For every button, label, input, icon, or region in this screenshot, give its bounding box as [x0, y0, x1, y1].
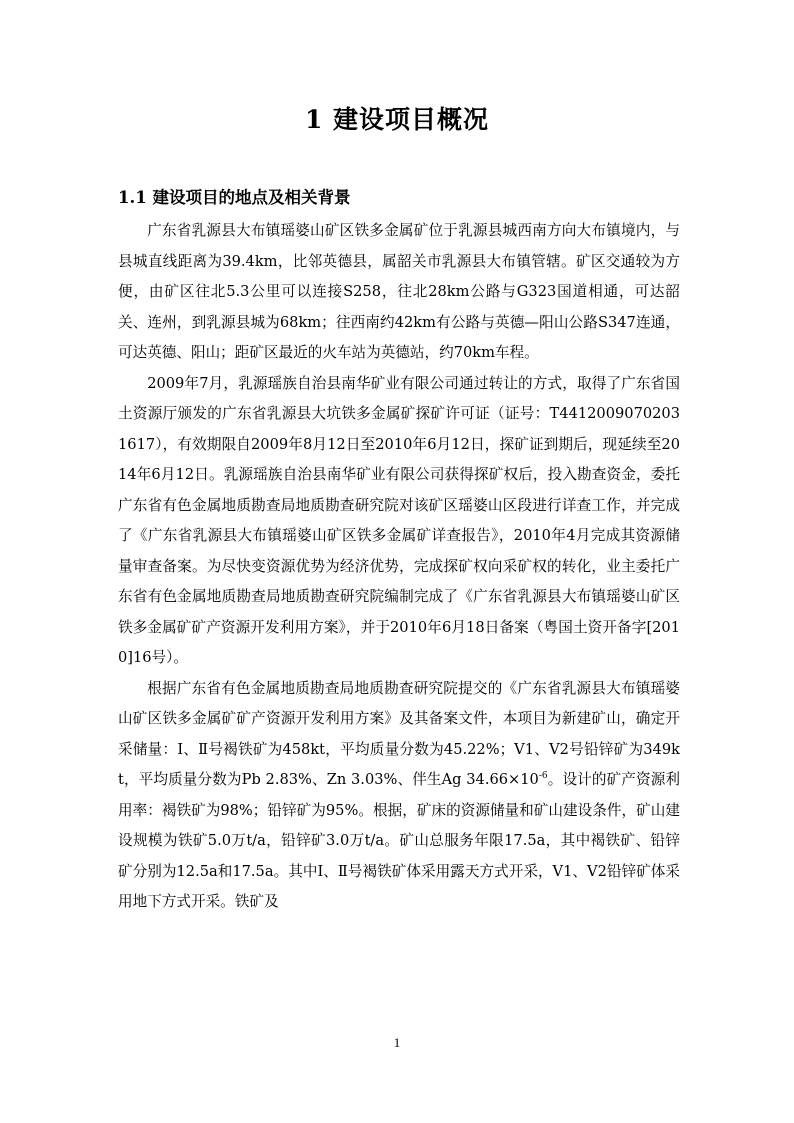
page-number: 1	[393, 1035, 401, 1050]
paragraph-text: 。设计的矿产资源利用率：褐铁矿为98%；铅锌矿为95%。根据，矿床的资源储量和矿山建设条件，矿山建设规模为铁矿5.0万t/a，铅锌矿3.0万t/a。矿山总服务年限17.5a，其中褐铁矿、铅锌矿分别为12.5a和17.5a。其中Ⅰ、Ⅱ号褐铁矿体采用露天方式开采，V1、V2铅锌矿体采用地下方式开采。铁矿及	[118, 771, 680, 910]
paragraph	[118, 674, 680, 918]
paragraph-text: 根据广东省有色金属地质勘查局地质勘查研究院提交的《广东省乳源县大布镇瑶婆山矿区铁多金属矿矿产资源开发利用方案》及其备案文件，本项目为新建矿山，确定开采储量：Ⅰ、Ⅱ号褐铁矿为458kt，平均质量分数为45.22%；V1、V2号铅锌矿为349kt，平均质量分数为Pb 2.83%、Zn 3.03%、伴生Ag 34.66×10	[118, 679, 680, 788]
superscript: -6	[538, 771, 548, 782]
paragraph: 广东省乳源县大布镇瑶婆山矿区铁多金属矿位于乳源县城西南方向大布镇境内，与县城直线距离为39.4km，比邻英德县，属韶关市乳源县大布镇管辖。矿区交通较为方便，由矿区往北5.3公里可以连接S258，往北28km公路与G323国道相通，可达韶关、连州，到乳源县城为68km；往西南约42km有公路与英德—阳山公路S347连通，可达英德、阳山；距矿区最近的火车站为英德站，约70km车程。	[118, 222, 680, 361]
body-text	[118, 216, 680, 918]
chapter-title: 1 建设项目概况	[304, 105, 490, 134]
section-heading: 1.1 建设项目的地点及相关背景	[118, 188, 351, 207]
paragraph: 2009年7月，乳源瑶族自治县南华矿业有限公司通过转让的方式，取得了广东省国土资源厅颁发的广东省乳源县大坑铁多金属矿探矿许可证（证号：T44120090702031617），有效期限自2009年8月12日至2010年6月12日，探矿证到期后，现延续至2014年6月12日。乳源瑶族自治县南华矿业有限公司获得探矿权后，投入勘查资金，委托广东省有色金属地质勘查局地质勘查研究院对该矿区瑶婆山区段进行详查工作，并完成了《广东省乳源县大布镇瑶婆山矿区铁多金属矿详查报告》，2010年4月完成其资源储量审查备案。为尽快变资源优势为经济优势，完成探矿权向采矿权的转化，业主委托广东省有色金属地质勘查局地质勘查研究院编制完成了《广东省乳源县大布镇瑶婆山矿区铁多金属矿矿产资源开发利用方案》，并于2010年6月18日备案（粤国土资开备字[2010]16号）。	[118, 374, 680, 666]
